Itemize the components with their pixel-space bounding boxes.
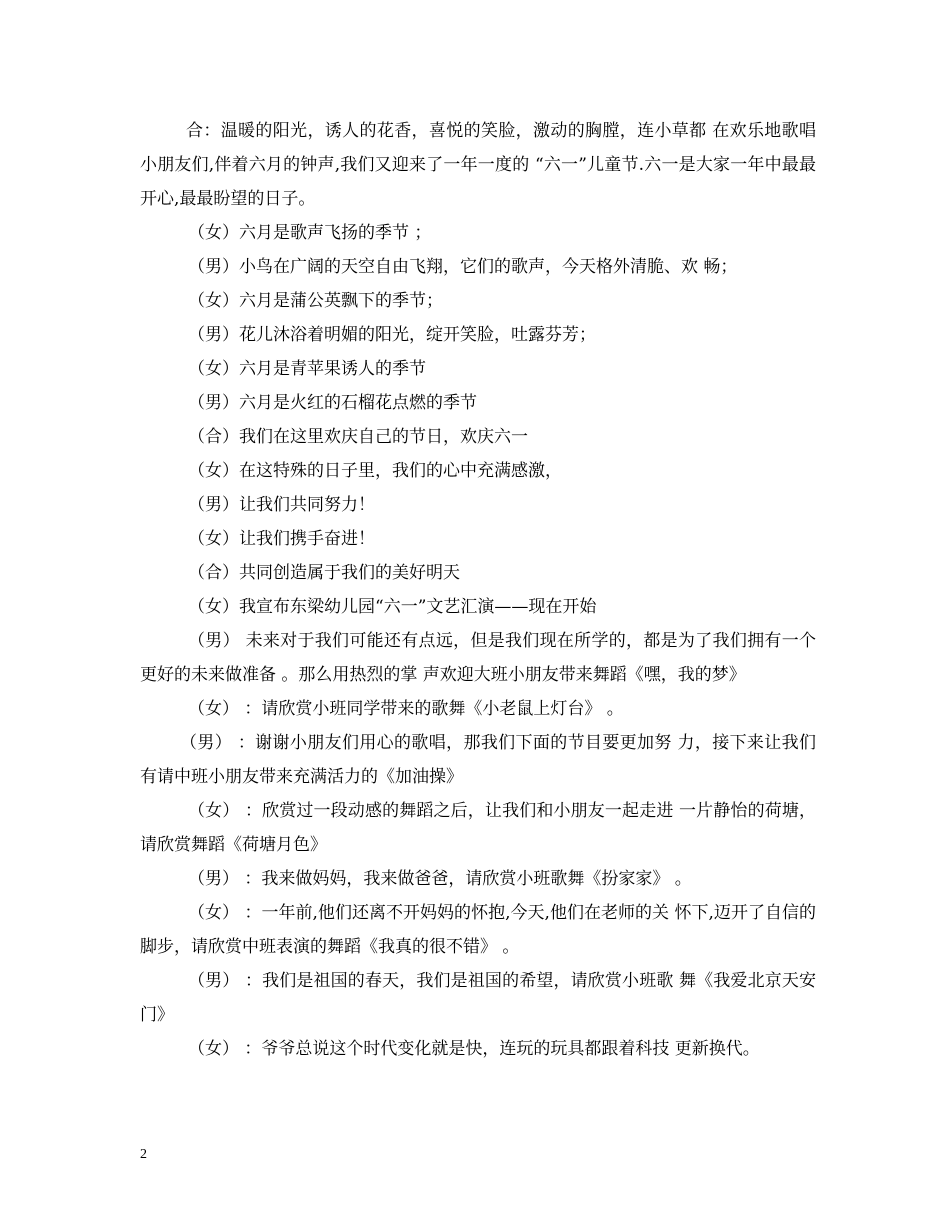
script-line: （男） 未来对于我们可能还有点远，但是我们现在所学的，都是为了我们拥有一个更好的未来做准备 。那么用热烈的掌 声欢迎大班小朋友带来舞蹈《嘿，我的梦》 <box>140 631 816 685</box>
script-line: （女）六月是青苹果诱人的季节 <box>188 359 426 379</box>
script-line: （女）六月是歌声飞扬的季节 ； <box>188 223 432 243</box>
script-line: （合）我们在这里欢庆自己的节日，欢庆六一 <box>188 427 528 447</box>
script-line: （男）让我们共同努力！ <box>188 495 375 515</box>
script-line: （男） ：我们是祖国的春天，我们是祖国的希望，请欣赏小班歌 舞《我爱北京天安门》 <box>140 971 816 1025</box>
script-line: （女） ：一年前,他们还离不开妈妈的怀抱,今天,他们在老师的关 怀下,迈开了自信的脚步，请欣赏中班表演的舞蹈《我真的很不错》 。 <box>140 903 816 957</box>
script-line: （女） ：请欣赏小班同学带来的歌舞《小老鼠上灯台》 。 <box>188 699 624 719</box>
script-line: （女）让我们携手奋进！ <box>188 529 375 549</box>
script-line: （合）共同创造属于我们的美好明天 <box>188 563 460 583</box>
script-line: （女）我宣布东梁幼儿园“六一”文艺汇演——现在开始 <box>188 597 597 617</box>
script-line: （男）小鸟在广阔的天空自由飞翔，它们的歌声，今天格外清脆、欢 畅； <box>188 257 738 277</box>
script-line: （女） ：欣赏过一段动感的舞蹈之后，让我们和小朋友一起走进 一片静怡的荷塘，请欣赏舞蹈《荷塘月色》 <box>140 801 816 855</box>
page-number: 2 <box>140 1147 147 1162</box>
script-line: （男） ：谢谢小朋友们用心的歌唱，那我们下面的节目要更加努 力，接下来让我们有请中班小朋友带来充满活力的《加油操》 <box>140 733 816 787</box>
script-line: （女）在这特殊的日子里，我们的心中充满感激， <box>188 461 562 481</box>
script-line: （男） ：我来做妈妈，我来做爸爸，请欣赏小班歌舞《扮家家》 。 <box>188 869 692 889</box>
script-line: （男）六月是火红的石榴花点燃的季节 <box>188 393 477 413</box>
script-line: （女） ：爷爷总说这个时代变化就是快，连玩的玩具都跟着科技 更新换代。 <box>188 1039 760 1059</box>
script-line: （男）花儿沐浴着明媚的阳光，绽开笑脸，吐露芬芳； <box>188 325 596 345</box>
script-line: （女）六月是蒲公英飘下的季节； <box>188 291 443 311</box>
opening-paragraph: 合：温暖的阳光，诱人的花香，喜悦的笑脸，激动的胸膛，连小草都 在欢乐地歌唱 小朋友们,伴着六月的钟声,我们又迎来了一年一度的 “六一”儿童节.六一是大家一年中最最开心,最最盼望的日子。 <box>140 121 816 209</box>
document-body <box>140 114 816 1066</box>
